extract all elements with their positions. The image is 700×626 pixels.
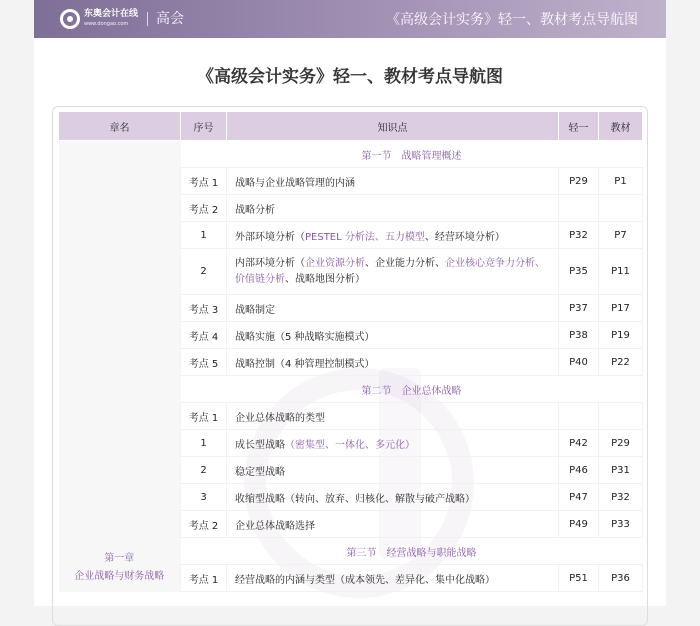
topic-highlight: 企业资源分析 <box>305 257 365 269</box>
row-topic <box>227 484 559 511</box>
knowledge-map-table <box>58 111 643 592</box>
topic-text: 稳定型战略 <box>235 466 285 478</box>
row-number: 1 <box>181 222 227 249</box>
chapter-number: 第一章 <box>104 552 135 564</box>
row-topic <box>227 565 559 592</box>
table-body <box>59 141 643 592</box>
qingyi-page: P49 <box>559 511 599 538</box>
col-header-chapter: 章名 <box>59 112 181 141</box>
banner-title: 《高级会计实务》轻一、教材考点导航图 <box>386 12 638 28</box>
topic-text: 企业总体战略选择 <box>235 520 315 532</box>
qingyi-page: P47 <box>559 484 599 511</box>
textbook-page: P22 <box>599 349 643 376</box>
row-number: 考点 3 <box>181 295 227 322</box>
row-number: 1 <box>181 430 227 457</box>
textbook-page: P7 <box>599 222 643 249</box>
row-topic <box>227 168 559 195</box>
topic-text: 企业总体战略的类型 <box>235 412 325 424</box>
dongao-logo-icon <box>60 9 80 29</box>
row-topic <box>227 295 559 322</box>
qingyi-page: P42 <box>559 430 599 457</box>
topic-highlight: 企业核心竞争力分析、价值链分析 <box>235 257 545 285</box>
topic-text: 、企业能力分析、 <box>365 257 445 269</box>
topic-text: 战略与企业战略管理的内涵 <box>235 177 355 189</box>
row-topic <box>227 349 559 376</box>
textbook-page <box>599 403 643 430</box>
qingyi-page: P51 <box>559 565 599 592</box>
row-number: 2 <box>181 249 227 295</box>
section-title: 第三节 经营战略与职能战略 <box>346 547 477 559</box>
topic-text: 收缩型战略（转向、放弃、归核化、解散与破产战略） <box>235 493 475 505</box>
qingyi-page: P38 <box>559 322 599 349</box>
qingyi-page: P35 <box>559 249 599 295</box>
topic-text: 战略实施（5 种战略实施模式） <box>235 331 375 343</box>
row-number: 考点 1 <box>181 403 227 430</box>
row-topic <box>227 222 559 249</box>
qingyi-page <box>559 403 599 430</box>
document-page <box>34 38 666 606</box>
textbook-page: P33 <box>599 511 643 538</box>
chapter-name: 企业战略与财务战略 <box>74 570 165 582</box>
topic-text: 成长型战略 <box>235 439 285 451</box>
topic-text: 战略控制（4 种管理控制模式） <box>235 358 375 370</box>
chapter-cell <box>59 141 181 592</box>
topic-text: 内部环境分析（ <box>235 257 305 269</box>
qingyi-page: P32 <box>559 222 599 249</box>
row-number: 考点 1 <box>181 565 227 592</box>
row-topic <box>227 403 559 430</box>
row-number: 考点 1 <box>181 168 227 195</box>
col-header-qingyi-page: 轻一 <box>559 112 599 141</box>
row-topic <box>227 249 559 295</box>
row-number: 考点 4 <box>181 322 227 349</box>
row-topic <box>227 430 559 457</box>
textbook-page: P11 <box>599 249 643 295</box>
row-number: 考点 2 <box>181 195 227 222</box>
logo-url: www.dongao.com <box>84 21 129 27</box>
qingyi-page: P37 <box>559 295 599 322</box>
topic-text: 战略分析 <box>235 204 275 216</box>
textbook-page: P1 <box>599 168 643 195</box>
section-title: 第一节 战略管理概述 <box>361 150 462 162</box>
row-topic <box>227 457 559 484</box>
topic-text: 、经营环境分析） <box>424 231 505 243</box>
section-row <box>59 141 643 168</box>
row-topic <box>227 511 559 538</box>
textbook-page <box>599 195 643 222</box>
topic-text: 、战略地图分析） <box>285 273 365 285</box>
row-number: 考点 2 <box>181 511 227 538</box>
qingyi-page: P40 <box>559 349 599 376</box>
topic-text: 经营战略的内涵与类型（成本领先、差异化、集中化战略） <box>235 574 495 586</box>
col-header-textbook-page: 教材 <box>599 112 643 141</box>
row-number: 3 <box>181 484 227 511</box>
textbook-page: P32 <box>599 484 643 511</box>
col-header-number: 序号 <box>181 112 227 141</box>
textbook-page: P17 <box>599 295 643 322</box>
qingyi-page: P29 <box>559 168 599 195</box>
header-divider <box>147 12 148 26</box>
topic-highlight: PESTEL 分析法、五力模型 <box>305 231 425 243</box>
logo-text: 东奥会计在线 <box>84 9 139 19</box>
topic-text: 外部环境分析（ <box>235 231 305 243</box>
textbook-page: P36 <box>599 565 643 592</box>
table-header-row <box>59 112 643 141</box>
col-header-topic: 知识点 <box>227 112 559 141</box>
row-topic <box>227 195 559 222</box>
row-number: 2 <box>181 457 227 484</box>
row-topic <box>227 322 559 349</box>
header-banner <box>34 0 666 38</box>
textbook-page: P31 <box>599 457 643 484</box>
section-title: 第二节 企业总体战略 <box>361 385 462 397</box>
page-title: 《高级会计实务》轻一、教材考点导航图 <box>197 67 503 87</box>
textbook-page: P29 <box>599 430 643 457</box>
textbook-page: P19 <box>599 322 643 349</box>
row-number: 考点 5 <box>181 349 227 376</box>
topic-highlight: （密集型、一体化、多元化） <box>285 439 415 451</box>
exam-level: 高会 <box>156 11 184 27</box>
qingyi-page <box>559 195 599 222</box>
topic-text: 战略制定 <box>235 304 275 316</box>
qingyi-page: P46 <box>559 457 599 484</box>
